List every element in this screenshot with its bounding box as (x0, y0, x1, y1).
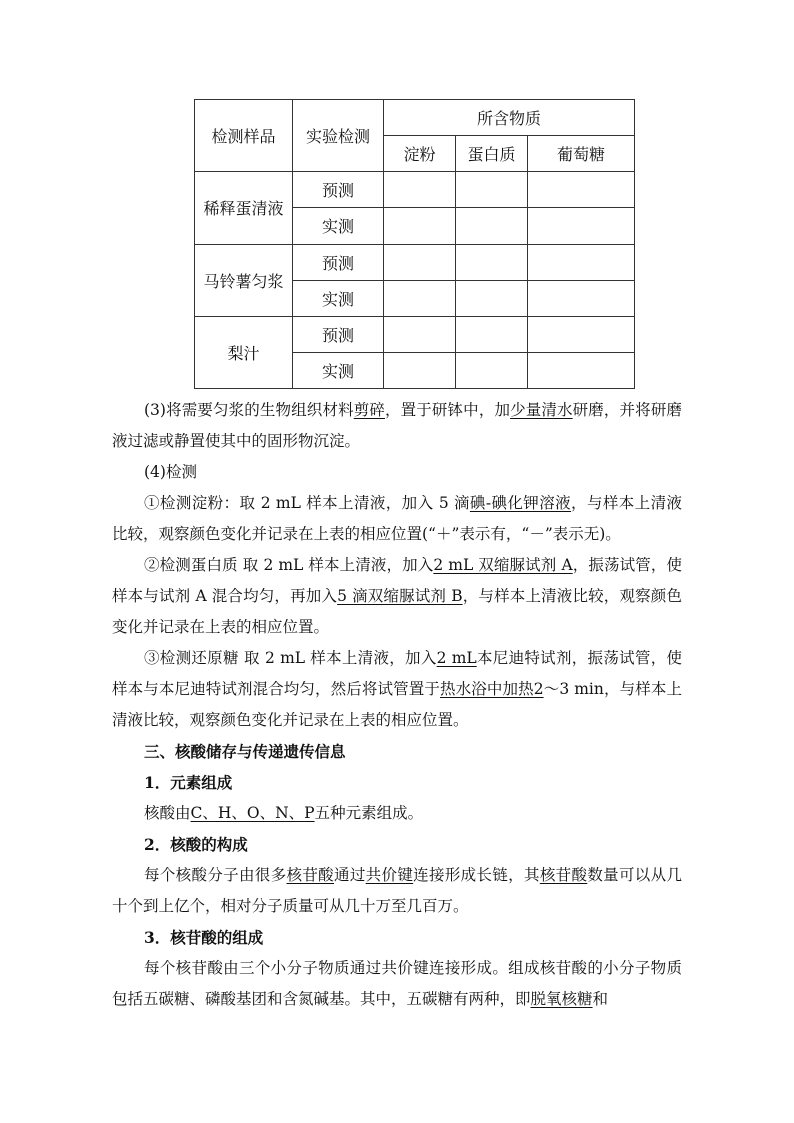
answer-blank: 2 mL (436, 649, 477, 667)
table-cell (384, 316, 456, 352)
paragraph-sugar: ③检测还原糖 取 2 mL 样本上清液，加入2 mL本尼迪特试剂，振荡试管，使样本与本尼迪特试剂混合均匀，然后将试管置于热水浴中加热2～3 min，与样本上清液比较，观察颜色变化并记录在上表的相应位置。 (112, 649, 683, 729)
answer-blank: 2 mL 双缩脲试剂 A (433, 556, 573, 574)
answer-blank: C、H、O、N、P (190, 804, 315, 822)
header-substances: 所含物质 (384, 100, 635, 136)
paragraph-structure: 每个核酸分子由很多核苷酸通过共价键连接形成长链，其核苷酸数量可以从几十个到上亿个，相对分子质量可从几十万至几百万。 (112, 866, 682, 915)
paragraph-nucleotide: 每个核苷酸由三个小分子物质通过共价键连接形成。组成核苷酸的小分子物质包括五碳糖、磷酸基团和含氮碱基。其中，五碳糖有两种，即脱氧核糖和 (112, 959, 682, 1008)
answer-blank: 少量清水 (510, 401, 573, 419)
table-cell (528, 352, 635, 388)
table-cell (384, 352, 456, 388)
answer-blank: 2 (533, 680, 544, 698)
table-cell (456, 244, 528, 280)
table-cell (528, 316, 635, 352)
answer-blank: 核苷酸 (539, 866, 588, 884)
answer-blank: 剪碎 (353, 401, 385, 419)
answer-blank: 脱氧核糖 (530, 990, 593, 1008)
col-glucose: 葡萄糖 (528, 136, 635, 172)
row-label: 预测 (293, 316, 384, 352)
table-cell (384, 280, 456, 316)
table-cell (384, 208, 456, 244)
row-label: 预测 (293, 172, 384, 208)
row-label: 实测 (293, 208, 384, 244)
paragraph-protein: ②检测蛋白质 取 2 mL 样本上清液，加入2 mL 双缩脲试剂 A，振荡试管，使样本与试剂 A 混合均匀，再加入5 滴双缩脲试剂 B，与样本上清液比较，观察颜色变化并记录在上表的相应位置。 (112, 556, 682, 636)
paragraph-step4: (4)检测 (144, 463, 197, 481)
table-cell (384, 172, 456, 208)
table-cell (528, 208, 635, 244)
row-label: 实测 (293, 280, 384, 316)
col-protein: 蛋白质 (456, 136, 528, 172)
answer-blank: 核苷酸 (286, 866, 334, 884)
table-cell (528, 280, 635, 316)
sample-name: 马铃薯匀浆 (195, 244, 293, 316)
body-text (112, 395, 682, 1015)
answer-blank: 共价键 (365, 866, 414, 884)
table-cell (528, 172, 635, 208)
subsection-heading: 2．核酸的构成 (144, 835, 248, 854)
table-cell (456, 172, 528, 208)
table-cell (456, 316, 528, 352)
row-label: 实测 (293, 352, 384, 388)
section-heading: 三、核酸储存与传递遗传信息 (144, 742, 346, 761)
col-starch: 淀粉 (384, 136, 456, 172)
sample-name: 稀释蛋清液 (195, 172, 293, 244)
paragraph-starch: ①检测淀粉：取 2 mL 样本上清液，加入 5 滴碘-碘化钾溶液，与样本上清液比较，观察颜色变化并记录在上表的相应位置(“＋”表示有，“－”表示无)。 (112, 494, 682, 543)
header-test: 实验检测 (293, 100, 384, 172)
table-cell (384, 244, 456, 280)
paragraph-elements: 核酸由C、H、O、N、P五种元素组成。 (144, 804, 424, 822)
sample-name: 梨汁 (195, 316, 293, 388)
subsection-heading: 3．核苷酸的组成 (144, 928, 264, 947)
subsection-heading: 1．元素组成 (144, 773, 233, 792)
experiment-table (194, 99, 635, 389)
answer-blank: 碘-碘化钾溶液 (469, 494, 572, 512)
table-cell (528, 244, 635, 280)
header-sample: 检测样品 (195, 100, 293, 172)
answer-blank: 5 滴双缩脲试剂 B (337, 587, 463, 605)
answer-blank: 热水浴中加热 (440, 680, 534, 698)
table-cell (456, 208, 528, 244)
table-cell (456, 280, 528, 316)
row-label: 预测 (293, 244, 384, 280)
paragraph-step3: (3)将需要匀浆的生物组织材料剪碎，置于研钵中，加少量清水研磨，并将研磨液过滤或静置使其中的固形物沉淀。 (112, 401, 682, 450)
table-cell (456, 352, 528, 388)
